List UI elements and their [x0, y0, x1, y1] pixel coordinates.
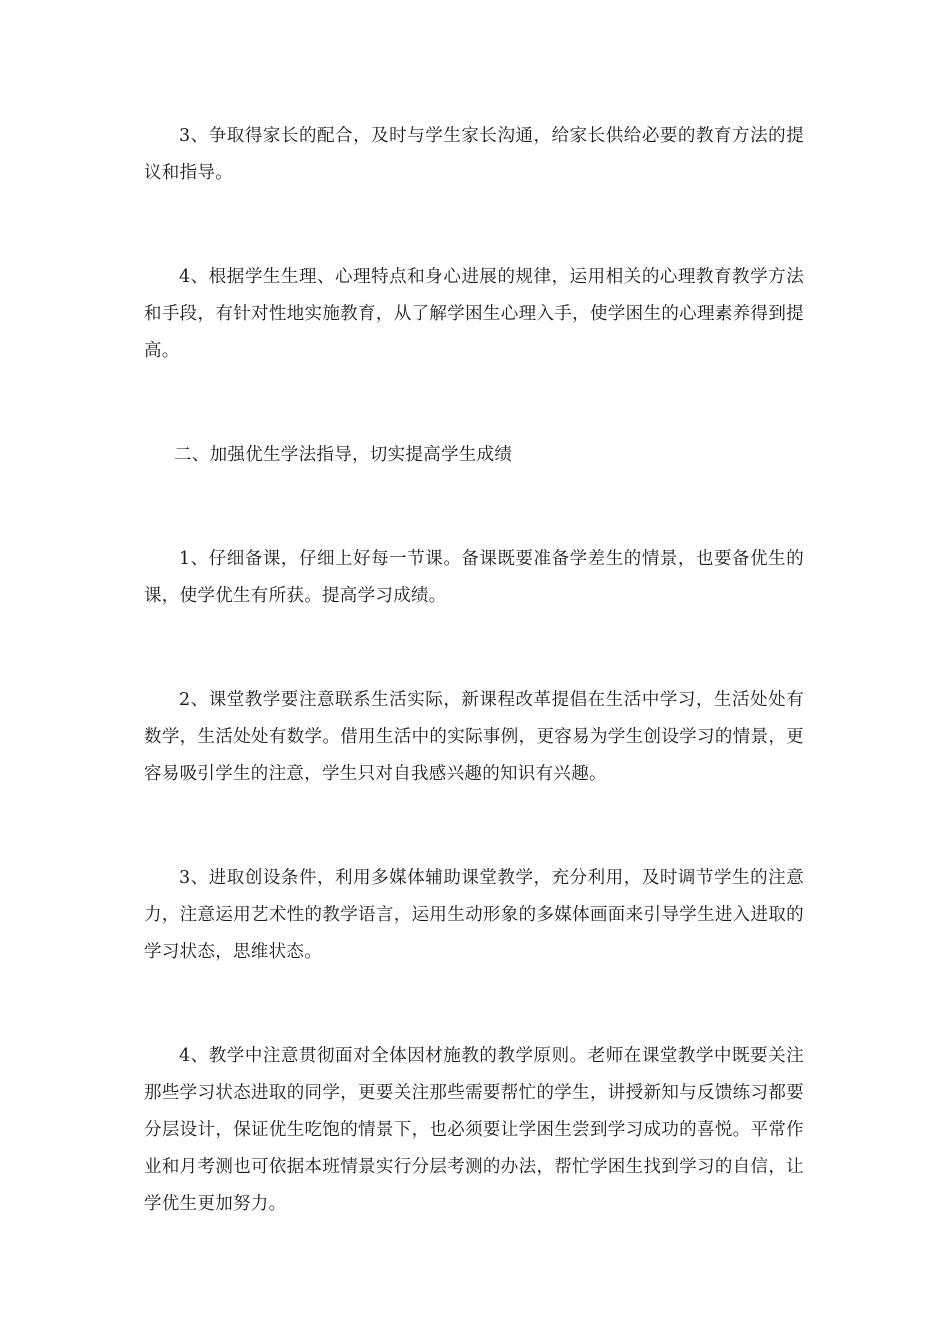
section-heading: 二、加强优生学法指导，切实提高学生成绩 — [174, 445, 513, 465]
paragraph-psychology-education: 4、根据学生生理、心理特点和身心进展的规律，运用相关的心理教育教学方法和手段，有针对性地实施教育，从了解学困生心理入手，使学困生的心理素养得到提高。 — [144, 267, 804, 361]
paragraph-real-life-teaching: 2、课堂教学要注意联系生活实际，新课程改革提倡在生活中学习，生活处处有数学，生活处处有数学。借用生活中的实际事例，更容易为学生创设学习的情景，更容易吸引学生的注意，学生只对自我感兴趣的知识有兴趣。 — [144, 690, 804, 784]
paragraph-parent-communication: 3、争取得家长的配合，及时与学生家长沟通，给家长供给必要的教育方法的提议和指导。 — [144, 126, 804, 183]
paragraph-multimedia: 3、进取创设条件，利用多媒体辅助课堂教学，充分利用，及时调节学生的注意力，注意运用艺术性的教学语言，运用生动形象的多媒体画面来引导学生进入进取的学习状态，思维状态。 — [144, 868, 804, 962]
paragraph-differentiated-teaching: 4、教学中注意贯彻面对全体因材施教的教学原则。老师在课堂教学中既要关注那些学习状态进取的同学，更要关注那些需要帮忙的学生，讲授新知与反馈练习都要分层设计，保证优生吃饱的情景下，也必须要让学困生尝到学习成功的喜悦。平常作业和月考测也可依据本班情景实行分层考测的办法，帮忙学困生找到学习的自信，让学优生更加努力。 — [144, 1046, 804, 1214]
paragraph-lesson-prep: 1、仔细备课，仔细上好每一节课。备课既要准备学差生的情景，也要备优生的课，使学优生有所获。提高学习成绩。 — [144, 549, 804, 606]
